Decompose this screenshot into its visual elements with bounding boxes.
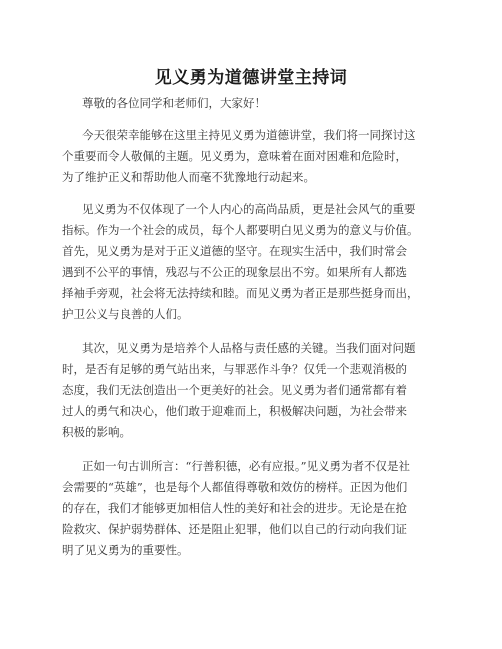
paragraph-4-line-3: 的存在，我们才能够更加相信人性的美好和社会的进步。无论是在抢 <box>62 501 407 515</box>
paragraph-2-line-4: 遇到不公平的事情，残忍与不公正的现象层出不穷。如果所有人都选 <box>62 265 407 279</box>
paragraph-1-line-3: 为了维护正义和帮助他人而毫不犹豫地行动起来。 <box>62 170 315 184</box>
paragraph-2-line-5: 择袖手旁观，社会将无法持续和睦。而见义勇为者正是那些挺身而出， <box>62 286 419 300</box>
paragraph-1-line-2: 个重要而令人敬佩的主题。见义勇为，意味着在面对困难和危险时， <box>62 149 407 163</box>
paragraph-2-line-6: 护卫公义与良善的人们。 <box>62 307 189 321</box>
paragraph-3-line-2: 时，是否有足够的勇气站出来，与罪恶作斗争？仅凭一个悲观消极的 <box>62 362 407 376</box>
paragraph-4-line-2: 会需要的“英雄”，也是每个人都值得尊敬和效仿的榜样。正因为他们 <box>62 480 408 494</box>
paragraph-3-line-3: 态度，我们无法创造出一个更美好的社会。见义勇为者们通常都有着 <box>62 383 407 397</box>
paragraph-4-line-5: 明了见义勇为的重要性。 <box>62 543 189 557</box>
paragraph-1-line-1: 今天很荣幸能够在这里主持见义勇为道德讲堂，我们将一同探讨这 <box>82 128 416 142</box>
paragraph-3-line-1: 其次，见义勇为是培养个人品格与责任感的关键。当我们面对问题 <box>82 341 416 355</box>
paragraph-3-line-4: 过人的勇气和决心，他们敢于迎难而上，积极解决问题，为社会带来 <box>62 404 407 418</box>
document-title: 见义勇为道德讲堂主持词 <box>154 68 348 88</box>
paragraph-2-line-2: 指标。作为一个社会的成员，每个人都要明白见义勇为的意义与价值。 <box>62 223 419 237</box>
paragraph-4-line-4: 险救灾、保护弱势群体、还是阻止犯罪，他们以自己的行动向我们证 <box>62 522 407 536</box>
paragraph-2-line-1: 见义勇为不仅体现了一个人内心的高尚品质，更是社会风气的重要 <box>82 202 416 216</box>
paragraph-4-line-1: 正如一句古训所言：“行善积德，必有应报。”见义勇为者不仅是社 <box>82 459 411 473</box>
paragraph-3-line-5: 积极的影响。 <box>62 425 131 439</box>
greeting-line: 尊敬的各位同学和老师们，大家好！ <box>82 96 266 110</box>
paragraph-2-line-3: 首先，见义勇为是对于正义道德的坚守。在现实生活中，我们时常会 <box>62 244 407 258</box>
